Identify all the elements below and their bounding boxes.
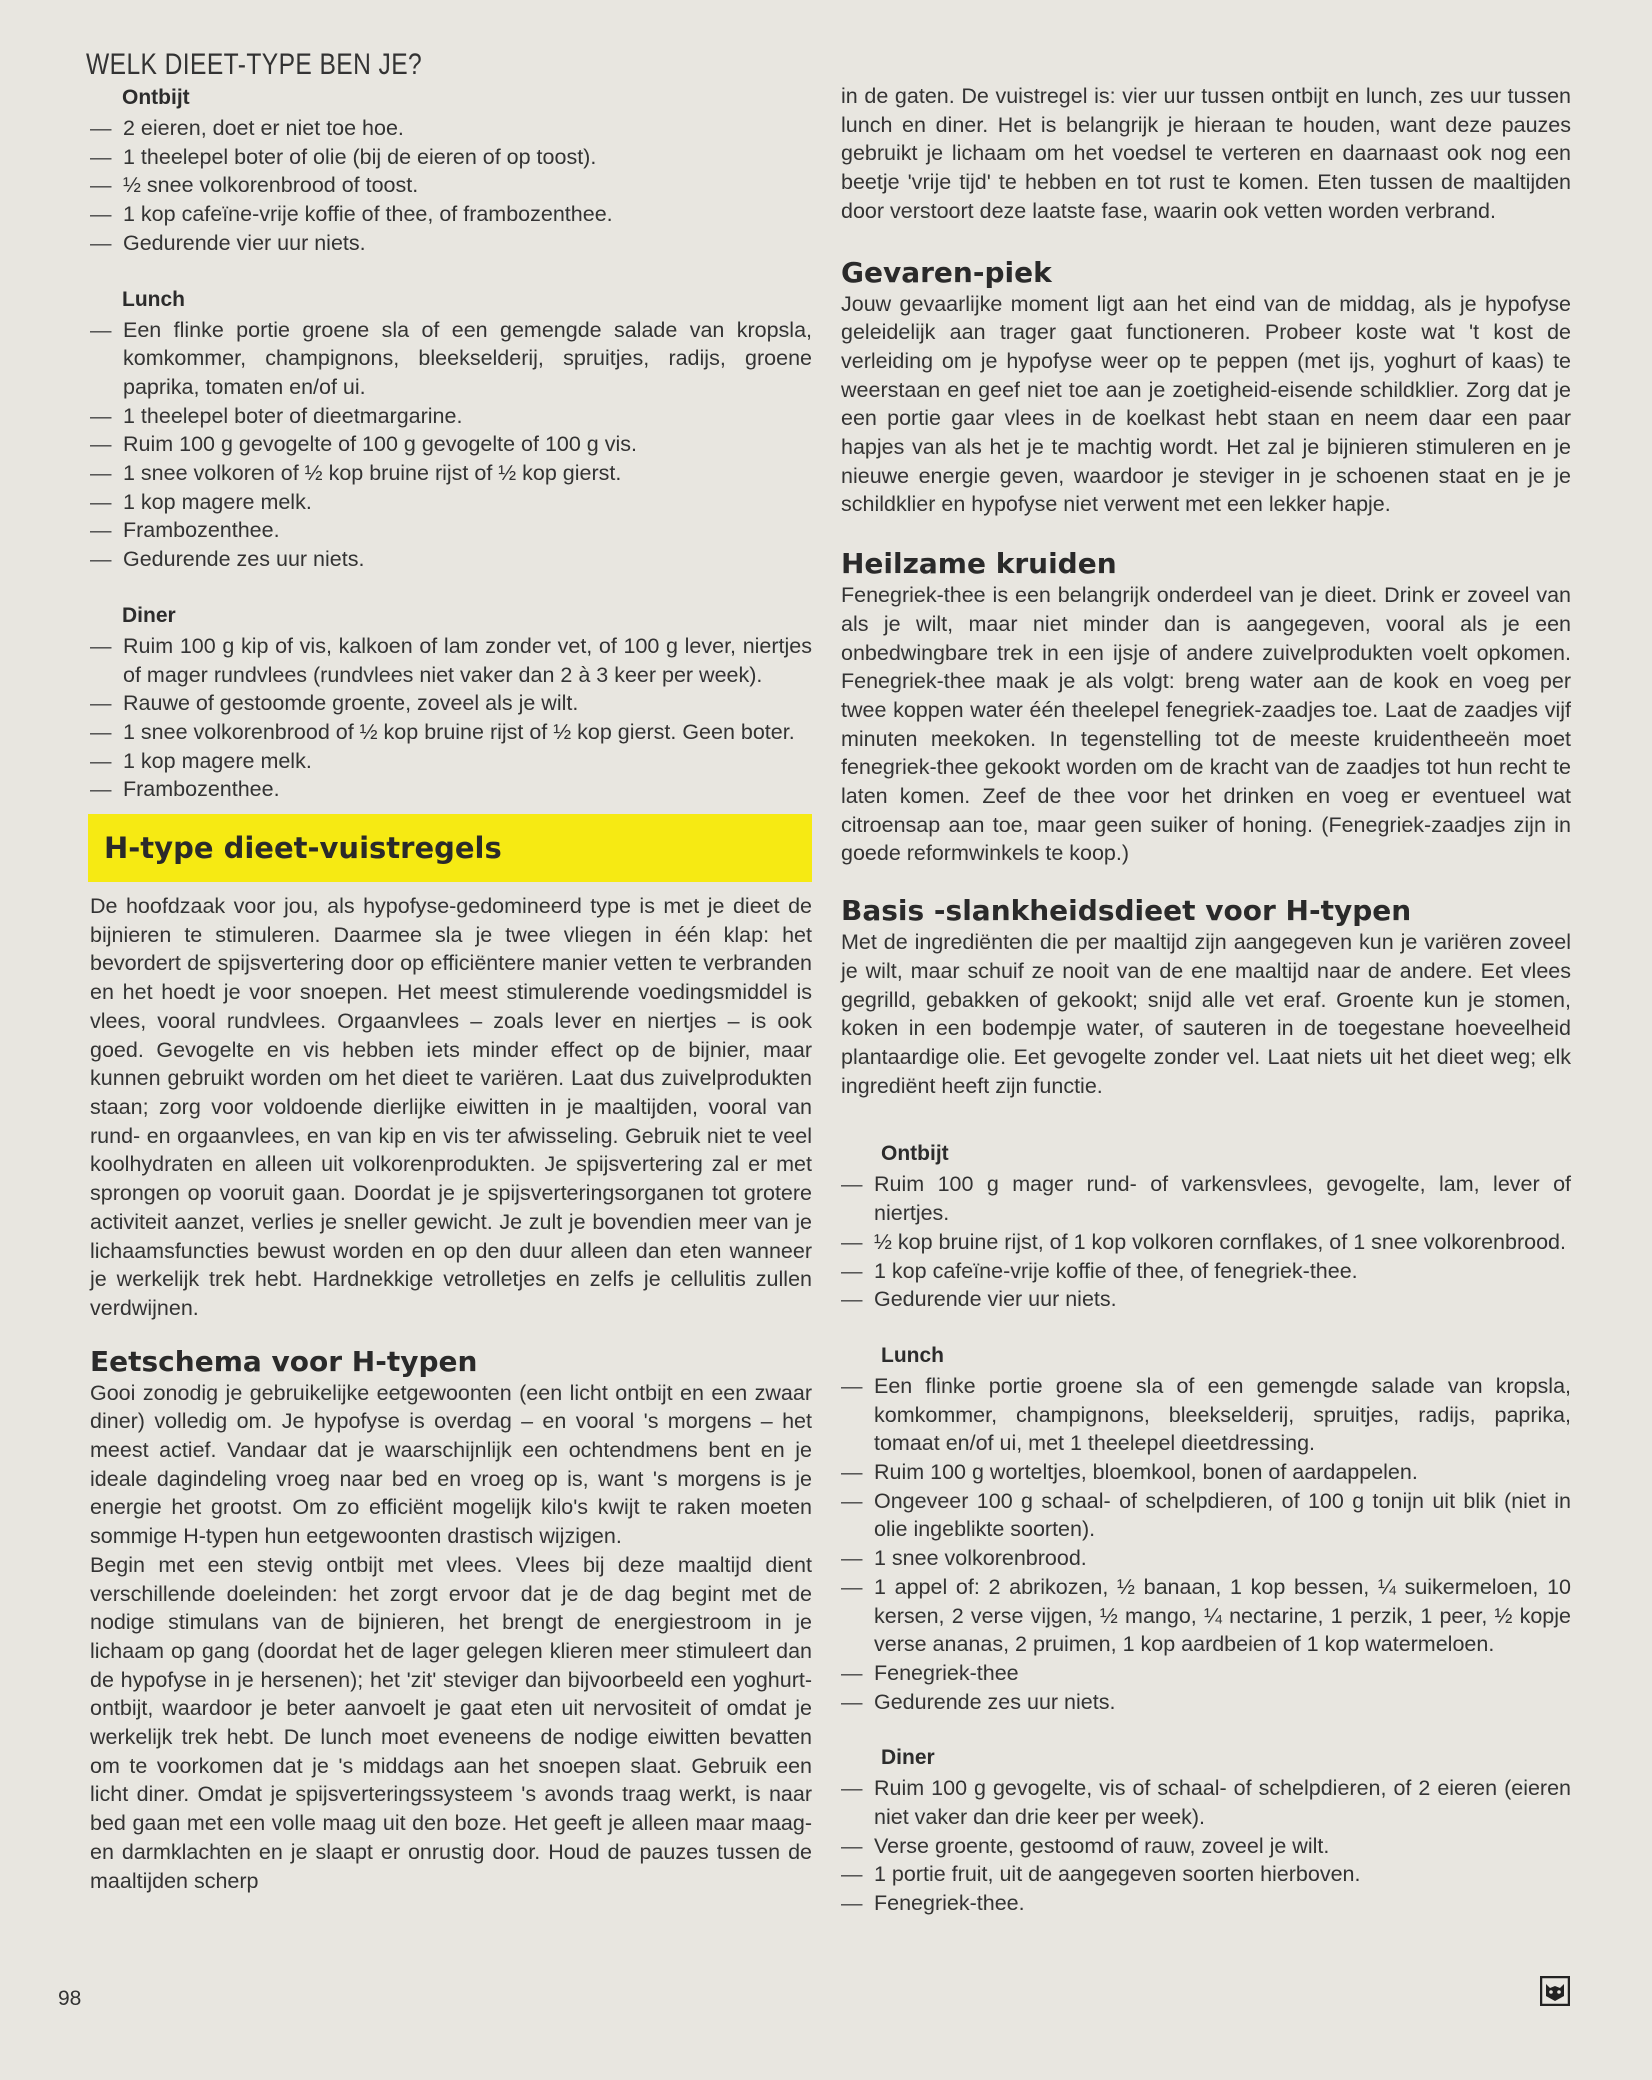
- list-item: — 1 snee volkorenbrood of ½ kop bruine rijst of ½ kop gierst. Geen boter.: [90, 718, 812, 747]
- left-diner-section: [90, 602, 812, 804]
- list-item: — 1 kop cafeïne-vrije koffie of thee, of frambozenthee.: [90, 200, 812, 229]
- list-item: — 1 theelepel boter of dieetmargarine.: [90, 402, 812, 431]
- right-diner-heading: Diner: [881, 1746, 935, 1770]
- list-item: — 1 appel of: 2 abrikozen, ½ banaan, 1 kop bessen, ¼ suikermeloen, 10 kersen, 2 verse vijgen, ½ mango, ¼ nectarine, 1 perzik, 1 peer, ½ kopje verse ananas, 2 pruimen, 1 kop aardbeien of 1 kop watermeloen.: [841, 1573, 1571, 1659]
- left-diner-heading: Diner: [122, 603, 176, 627]
- kruiden-text: Fenegriek-thee is een belangrijk onderdeel van je dieet. Drink er zoveel van als je wilt, maar niet minder dan is aangegeven, vooral als je een onbedwingbare trek in een ijsje of andere zuivelprodukten voelt opkomen. Fenegriek-thee maak je als volgt: breng water aan de kook en voeg per twee koppen water één theelepel fenegriek-zaadjes toe. Laat de zaadjes vijf minuten meekoken. In tegenstelling tot de meeste kruidentheeën moet fenegriek-thee gekookt worden om de kracht van de zaadjes tot hun recht te laten komen. Zeef de thee voor het drinken en voeg er eventueel wat citroensap aan toe, maar geen suiker of honing. (Fenegriek-zaadjes zijn in goede reformwinkels te koop.): [841, 583, 1571, 866]
- list-item: — Verse groente, gestoomd of rauw, zoveel je wilt.: [841, 1832, 1571, 1861]
- list-item: — 1 kop magere melk.: [90, 747, 812, 776]
- list-item: — Frambozenthee.: [90, 775, 812, 804]
- right-lunch-list: [841, 1372, 1571, 1716]
- list-item: — Gedurende vier uur niets.: [90, 229, 812, 258]
- left-ontbijt-section: [90, 84, 812, 258]
- left-column: [90, 84, 812, 1895]
- left-lunch-section: [90, 286, 812, 574]
- list-item: — Ruim 100 g mager rund- of varkensvlees, gevogelte, lam, lever of niertjes.: [841, 1170, 1571, 1227]
- list-item: — 1 theelepel boter of olie (bij de eieren of op toost).: [90, 143, 812, 172]
- vuistregels-heading: H-type dieet-vuistregels: [104, 831, 502, 866]
- eetschema-heading: Eetschema voor H-typen: [90, 1344, 478, 1378]
- list-item: — Ruim 100 g gevogelte, vis of schaal- of schelpdieren, of 2 eieren (eieren niet vaker dan drie keer per week).: [841, 1774, 1571, 1831]
- vuistregels-text: De hoofdzaak voor jou, als hypofyse-gedomineerd type is met je dieet de bijnieren te stimuleren. Daarmee sla je twee vliegen in één klap: het bevordert de spijsvertering door op efficiëntere manier vetten te verbranden en het hoedt je voor snoepen. Het meest stimulerende voedingsmiddel is vlees, vooral rundvlees. Orgaanvlees – zoals lever en niertjes – is ook goed. Gevogelte en vis hebben iets minder effect op de bijnier, maar kunnen gebruikt worden om het dieet te variëren. Laat dus zuivelprodukten staan; zorg voor voldoende dierlijke eiwitten in je maaltijden, vooral van rund- en orgaanvlees, en van kip en vis ter afwisseling. Gebruik niet te veel koolhydraten en alleen uit volkorenprodukten. Je spijsvertering zal er met sprongen op vooruit gaan. Doordat je je spijsverteringsorganen tot grotere activiteit aanzet, verlies je sneller gewicht. Je zult je bovendien meer van je lichaamsfuncties bewust worden en op den duur alleen dan eten wanneer je werkelijk trek hebt. Hardnekkige vetrolletjes en zelfs je cellulitis zullen verdwijnen.: [90, 894, 812, 1320]
- right-lunch-section: [881, 1342, 1571, 1370]
- list-item: — 1 portie fruit, uit de aangegeven soorten hierboven.: [841, 1860, 1571, 1889]
- right-diner-section: [881, 1744, 1571, 1772]
- page-number: 98: [58, 1987, 82, 2010]
- left-lunch-list: [90, 316, 812, 574]
- list-item: — ½ snee volkorenbrood of toost.: [90, 171, 812, 200]
- list-item: — 1 kop cafeïne-vrije koffie of thee, of fenegriek-thee.: [841, 1257, 1571, 1286]
- list-item: — Gedurende zes uur niets.: [90, 545, 812, 574]
- list-item: — Een flinke portie groene sla of een gemengde salade van kropsla, komkommer, champignons, bleekselderij, spruitjes, radijs, groene paprika, tomaten en/of ui.: [90, 316, 812, 402]
- list-item: — Gedurende zes uur niets.: [841, 1688, 1571, 1717]
- right-ontbijt-heading: Ontbijt: [881, 1142, 949, 1166]
- list-item: — Frambozenthee.: [90, 516, 812, 545]
- list-item: — Ruim 100 g kip of vis, kalkoen of lam zonder vet, of 100 g lever, niertjes of mager rundvlees (rundvlees niet vaker dan 2 à 3 keer per week).: [90, 632, 812, 689]
- list-item: — Ruim 100 g gevogelte of 100 g gevogelte of 100 g vis.: [90, 430, 812, 459]
- list-item: — ½ kop bruine rijst, of 1 kop volkoren cornflakes, of 1 snee volkorenbrood.: [841, 1228, 1571, 1257]
- stylized-cat-face-icon: [1540, 1976, 1570, 2006]
- gevaren-heading: Gevaren-piek: [841, 255, 1052, 289]
- eetschema-paragraph-1: Gooi zonodig je gebruikelijke eetgewoonten (een licht ontbijt en een zwaar diner) volledig om. Je hypofyse is overdag – en vooral 's morgens – het meest actief. Vandaar dat je waarschijnlijk een ochtendmens bent en je ideale dagindeling vroeg naar bed en vroeg op is, want 's morgens is je energie het grootst. Om zo efficiënt mogelijk kilo's kwijt te raken moeten sommige H-typen hun eetgewoonten drastisch wijzigen.: [90, 1380, 812, 1549]
- right-column: [841, 82, 1571, 1918]
- vuistregels-banner: [88, 814, 812, 882]
- right-ontbijt-section: [881, 1140, 1571, 1168]
- list-item: — Fenegriek-thee.: [841, 1889, 1571, 1918]
- left-diner-list: [90, 632, 812, 804]
- list-item: — 1 kop magere melk.: [90, 488, 812, 517]
- left-lunch-heading: Lunch: [122, 287, 185, 311]
- right-lunch-heading: Lunch: [881, 1343, 944, 1367]
- list-item: — Een flinke portie groene sla of een gemengde salade van kropsla, komkommer, champignons, bleekselderij, spruitjes, radijs, paprika, tomaat en/of ui, met 1 theelepel dieetdressing.: [841, 1372, 1571, 1458]
- continuation-text: in de gaten. De vuistregel is: vier uur tussen ontbijt en lunch, zes uur tussen lunch en diner. Het is belangrijk je hieraan te houden, want deze pauzes gebruikt je lichaam om het voedsel te verteren en daarnaast ook nog een beetje 'vrije tijd' te hebben en tot rust te komen. Eten tussen de maaltijden door verstoort deze laatste fase, waarin ook vetten worden verbrand.: [841, 84, 1571, 223]
- basis-heading: Basis -slankheidsdieet voor H-typen: [841, 894, 1412, 928]
- eetschema-paragraph-2: Begin met een stevig ontbijt met vlees. Vlees bij deze maaltijd dient verschillende doeleinden: het zorgt ervoor dat je de dag begint met de nodige stimulans van de bijnieren, het brengt de energiestroom in je lichaam op gang (doordat het de lager gelegen klieren meer stimuleert dan de hypofyse in je hersenen); het 'zit' steviger dan bijvoorbeeld een yoghurt-ontbijt, waardoor je beter aanvoelt je gaat eten uit nervositeit of omdat je werkelijk trek hebt. De lunch moet eveneens de nodige eiwitten bevatten om te voorkomen dat je 's middags aan het snoepen slaat. Gebruik een licht diner. Omdat je spijsverteringssysteem 's avonds traag werkt, is naar bed gaan met een volle maag uit den boze. Het geeft je alleen maar maag- en darmklachten en je slaapt er onrustig door. Houd de pauzes tussen de maaltijden scherp: [90, 1552, 812, 1893]
- list-item: — 1 snee volkorenbrood.: [841, 1544, 1571, 1573]
- right-diner-list: [841, 1774, 1571, 1918]
- list-item: — 2 eieren, doet er niet toe hoe.: [90, 114, 812, 143]
- list-item: — Ruim 100 g worteltjes, bloemkool, bonen of aardappelen.: [841, 1458, 1571, 1487]
- running-head: WELK DIEET-TYPE BEN JE?: [86, 48, 423, 81]
- list-item: — Gedurende vier uur niets.: [841, 1285, 1571, 1314]
- right-ontbijt-list: [841, 1170, 1571, 1314]
- basis-text: Met de ingrediënten die per maaltijd zijn aangegeven kun je variëren zoveel je wilt, maar schuif ze nooit van de ene maaltijd naar de andere. Eet vlees gegrilld, gebakken of gekookt; snijd alle vet eraf. Groente kun je stomen, koken in een bodempje water, of sauteren in de toegestane hoeveelheid plantaardige olie. Eet gevogelte zonder vel. Laat niets uit het dieet weg; elk ingrediënt heeft zijn functie.: [841, 930, 1571, 1098]
- list-item: — Ongeveer 100 g schaal- of schelpdieren, of 100 g tonijn uit blik (niet in olie ingeblikte soorten).: [841, 1487, 1571, 1544]
- list-item: — 1 snee volkoren of ½ kop bruine rijst of ½ kop gierst.: [90, 459, 812, 488]
- list-item: — Rauwe of gestoomde groente, zoveel als je wilt.: [90, 689, 812, 718]
- left-ontbijt-heading: Ontbijt: [122, 86, 190, 109]
- gevaren-text: Jouw gevaarlijke moment ligt aan het eind van de middag, als je hypofyse geleidelijk aan trager gaat functioneren. Probeer koste wat 't kost de verleiding om je hypofyse weer op te peppen (met ijs, yoghurt of kaas) te weerstaan en geef niet toe aan je zoetigheid-eisende schildklier. Zorg dat je een portie gaar vlees in de koelkast hebt staan en neem daar een paar hapjes van als het je te machtig wordt. Het zal je bijnieren stimuleren en je nieuwe energie geven, waardoor je steviger in je schoenen staat en je je schildklier en hypofyse niet verwent met een lekker hapje.: [841, 291, 1571, 517]
- kruiden-heading: Heilzame kruiden: [841, 547, 1117, 581]
- left-ontbijt-list: [90, 114, 812, 258]
- list-item: — Fenegriek-thee: [841, 1659, 1571, 1688]
